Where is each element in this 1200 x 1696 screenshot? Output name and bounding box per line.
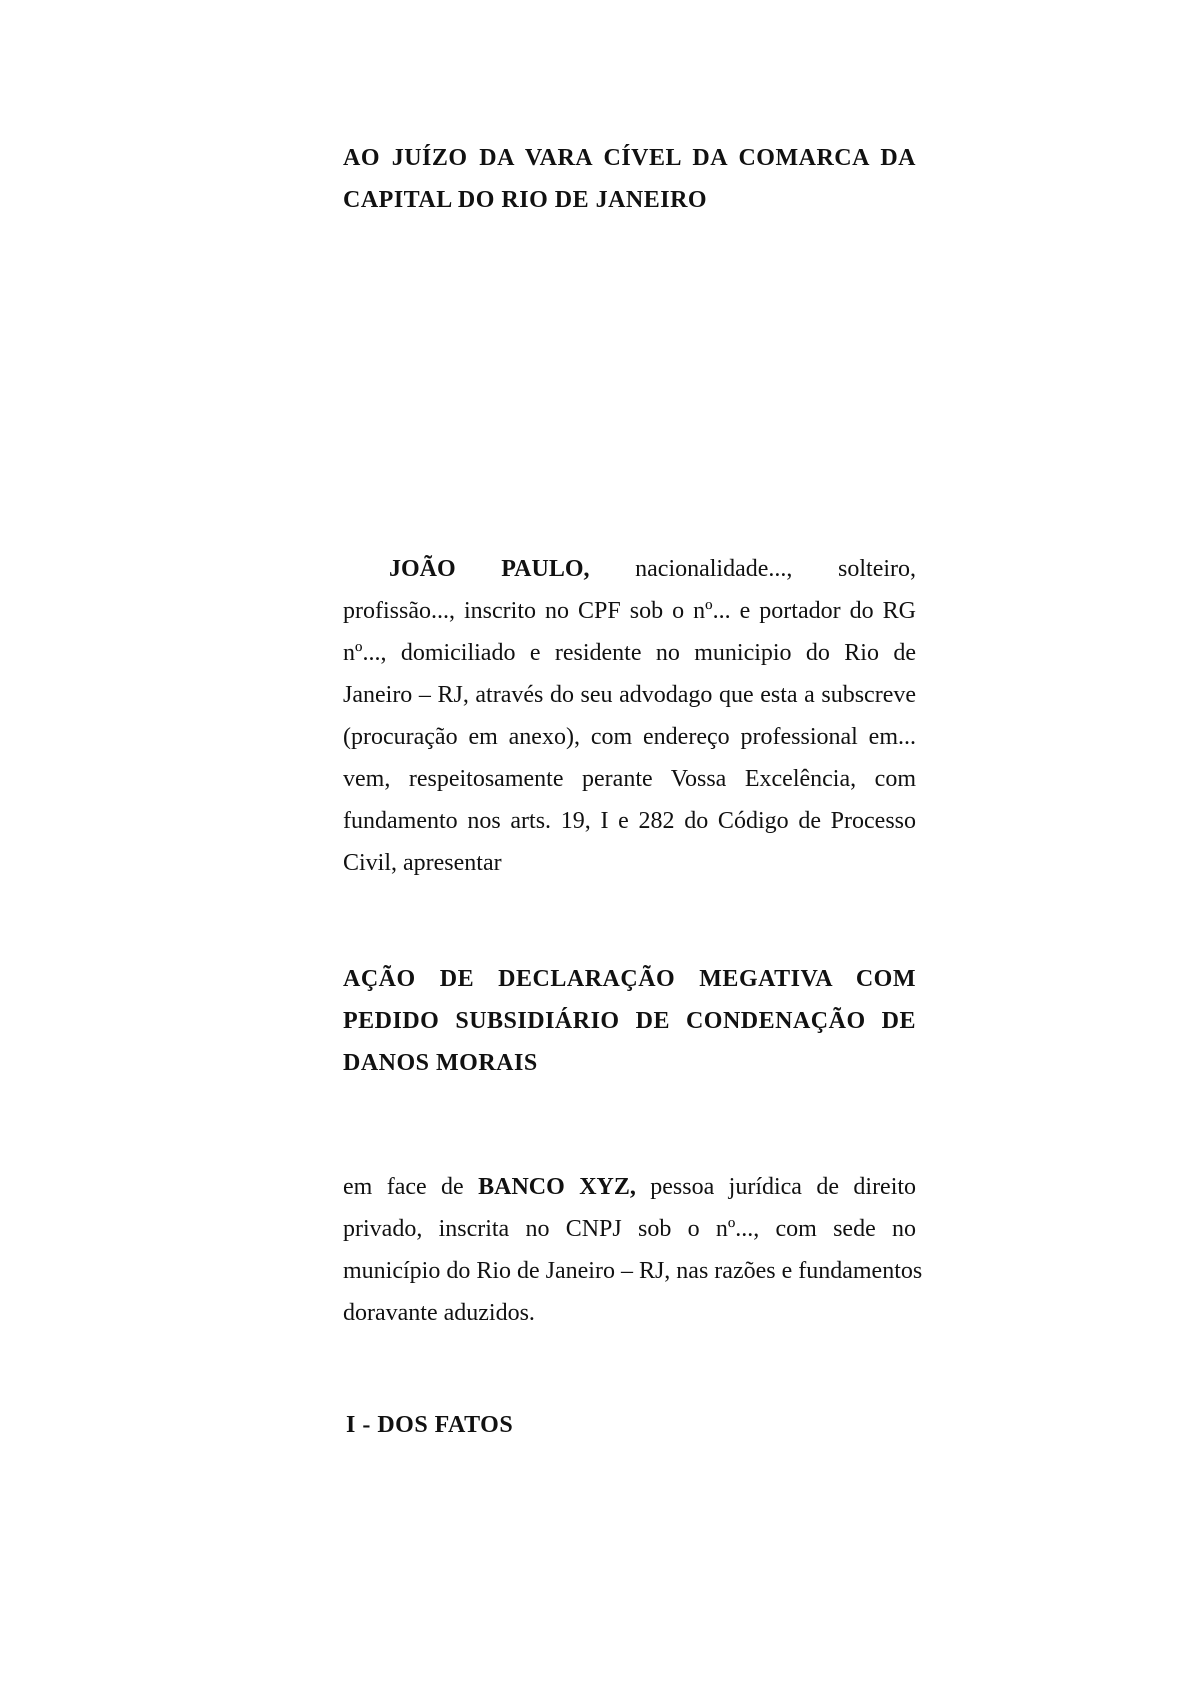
plaintiff-marital-status: solteiro, bbox=[838, 556, 917, 582]
action-title-line: DANOS MORAIS bbox=[343, 1050, 538, 1076]
section-title bbox=[346, 1404, 919, 1446]
defendant-line: município do Rio de Janeiro – RJ, nas razões e fundamentos bbox=[343, 1258, 923, 1284]
plaintiff-name: JOÃO PAULO, bbox=[389, 556, 590, 582]
defendant-prefix: em face de bbox=[343, 1174, 464, 1200]
defendant-description: pessoa jurídica de direito bbox=[650, 1174, 917, 1200]
defendant-first-line bbox=[343, 1166, 916, 1208]
defendant-name: BANCO XYZ, bbox=[478, 1174, 636, 1200]
plaintiff-line: (procuração em anexo), com endereço professional em... bbox=[343, 724, 916, 750]
defendant-line: privado, inscrita no CNPJ sob o nº..., com sede no bbox=[343, 1216, 916, 1242]
plaintiff-line: vem, respeitosamente perante Vossa Excelência, com bbox=[343, 766, 916, 792]
plaintiff-nationality: nacionalidade..., bbox=[635, 556, 793, 582]
action-title bbox=[343, 958, 916, 1084]
court-header-line-2: CAPITAL DO RIO DE JANEIRO bbox=[343, 187, 708, 213]
defendant-line: doravante aduzidos. bbox=[343, 1300, 535, 1326]
plaintiff-first-line bbox=[343, 548, 916, 590]
action-title-line: PEDIDO SUBSIDIÁRIO DE CONDENAÇÃO DE bbox=[343, 1008, 916, 1034]
court-header-line-1: AO JUÍZO DA VARA CÍVEL DA COMARCA DA bbox=[343, 145, 916, 171]
plaintiff-line: nº..., domiciliado e residente no municipio do Rio de bbox=[343, 640, 916, 666]
action-title-line: AÇÃO DE DECLARAÇÃO MEGATIVA COM bbox=[343, 966, 916, 992]
plaintiff-qualification bbox=[343, 548, 916, 884]
section-title-text: I - DOS FATOS bbox=[346, 1412, 514, 1438]
plaintiff-line: Civil, apresentar bbox=[343, 850, 502, 876]
court-header bbox=[343, 137, 916, 221]
plaintiff-line: profissão..., inscrito no CPF sob o nº... e portador do RG bbox=[343, 598, 916, 624]
plaintiff-line: Janeiro – RJ, através do seu advodago que esta a subscreve bbox=[343, 682, 916, 708]
plaintiff-line: fundamento nos arts. 19, I e 282 do Código de Processo bbox=[343, 808, 916, 834]
defendant-qualification bbox=[343, 1166, 923, 1334]
